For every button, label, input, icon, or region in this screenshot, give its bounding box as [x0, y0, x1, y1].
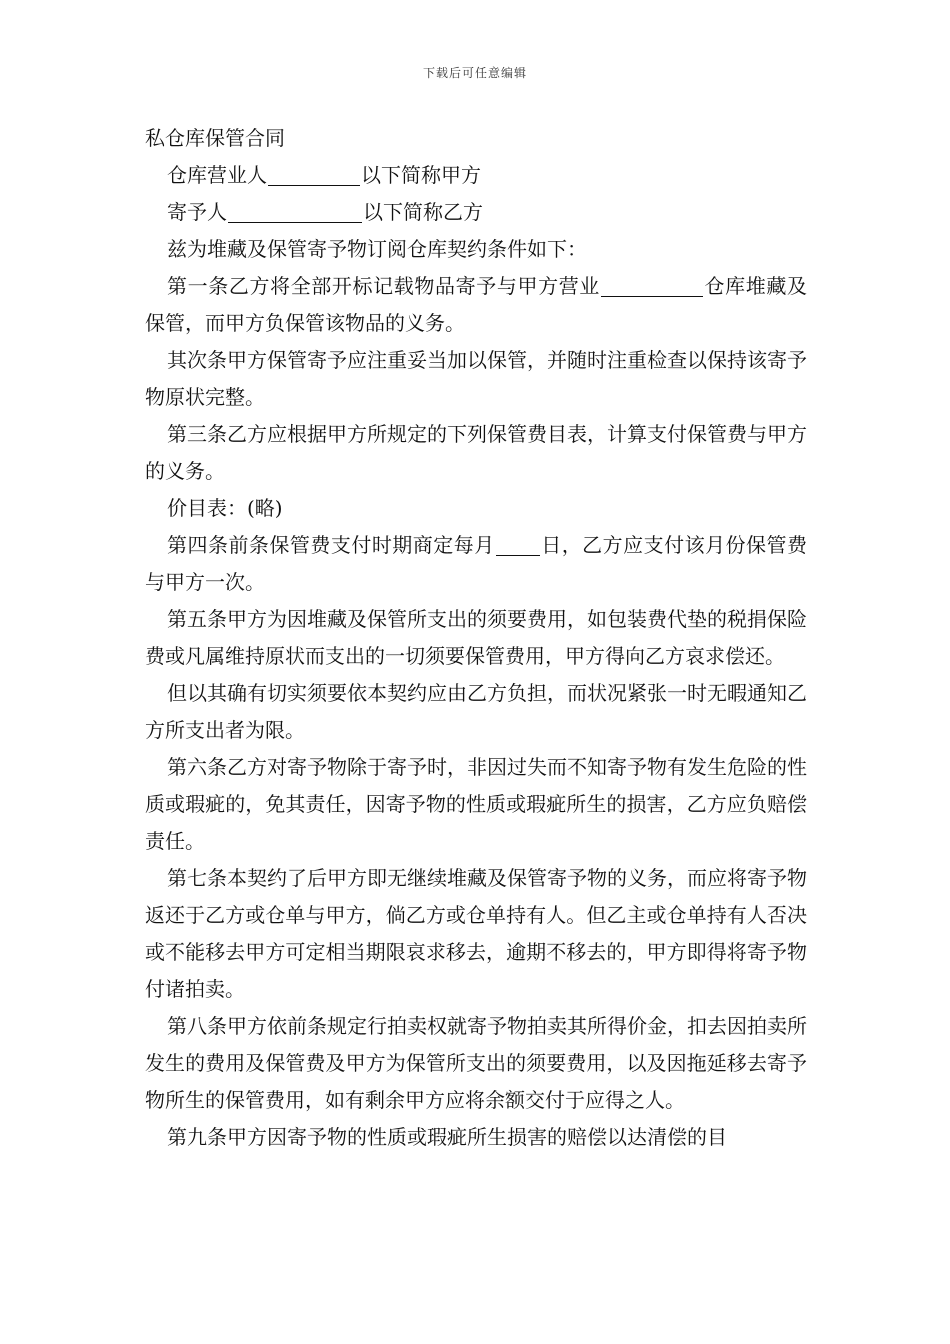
article-5-proviso: 但以其确有切实须要依本契约应由乙方负担，而状况紧张一时无暇通知乙方所支出者为限。 [145, 681, 807, 742]
party-a-line [145, 157, 807, 194]
intro-paragraph: 兹为堆藏及保管寄予物订阅仓库契约条件如下： [167, 237, 587, 261]
article-4-pre: 第四条前条保管费支付时期商定每月 [167, 533, 495, 557]
article-7: 第七条本契约了后甲方即无继续堆藏及保管寄予物的义务，而应将寄予物返还于乙方或仓单与甲方，倘乙方或仓单持有人。但乙主或仓单持有人否决或不能移去甲方可定相当期限哀求移去，逾期不移去的，甲方即得将寄予物付诸拍卖。 [145, 866, 807, 1001]
article-3: 第三条乙方应根据甲方所规定的下列保管费目表，计算支付保管费与甲方的义务。 [145, 422, 807, 483]
party-b-suffix: 以下简称乙方 [363, 200, 483, 224]
party-a-suffix: 以下简称甲方 [361, 163, 481, 187]
price-table-note: 价目表：(略) [167, 496, 283, 520]
article-6: 第六条乙方对寄予物除于寄予时，非因过失而不知寄予物有发生危险的性质或瑕疵的，免其责任，因寄予物的性质或瑕疵所生的损害，乙方应负赔偿责任。 [145, 755, 807, 853]
article-2: 其次条甲方保管寄予应注重妥当加以保管，并随时注重检查以保持该寄予物原状完整。 [145, 348, 807, 409]
article-9: 第九条甲方因寄予物的性质或瑕疵所生损害的赔偿以达清偿的目 [167, 1125, 727, 1149]
party-a-blank [268, 163, 360, 186]
article-1-blank [601, 274, 703, 297]
article-8: 第八条甲方依前条规定行拍卖权就寄予物拍卖其所得价金，扣去因拍卖所发生的费用及保管费及甲方为保管所支出的须要费用，以及因拖延移去寄予物所生的保管费用，如有剩余甲方应将余额交付于应得之人。 [145, 1014, 807, 1112]
article-1-post: 仓库堆藏及保管，而甲方负保管该物品的义务。 [145, 274, 808, 335]
party-b-line [145, 194, 807, 231]
article-4-blank [496, 533, 540, 556]
article-5: 第五条甲方为因堆藏及保管所支出的须要费用，如包装费代垫的税捐保险费或凡属维持原状而支出的一切须要保管费用，甲方得向乙方哀求偿还。 [145, 607, 807, 668]
page-header-note: 下载后可任意编辑 [422, 66, 527, 80]
party-b-prefix: 寄予人 [167, 200, 227, 224]
article-1 [145, 268, 807, 342]
party-a-prefix: 仓库营业人 [167, 163, 267, 187]
contract-body [145, 120, 807, 1156]
article-4 [145, 527, 807, 601]
article-4-post: 日，乙方应支付该月份保管费与甲方一次。 [145, 533, 808, 594]
contract-title: 私仓库保管合同 [145, 126, 285, 150]
article-1-pre: 第一条乙方将全部开标记载物品寄予与甲方营业 [167, 274, 600, 298]
party-b-blank [228, 200, 362, 223]
